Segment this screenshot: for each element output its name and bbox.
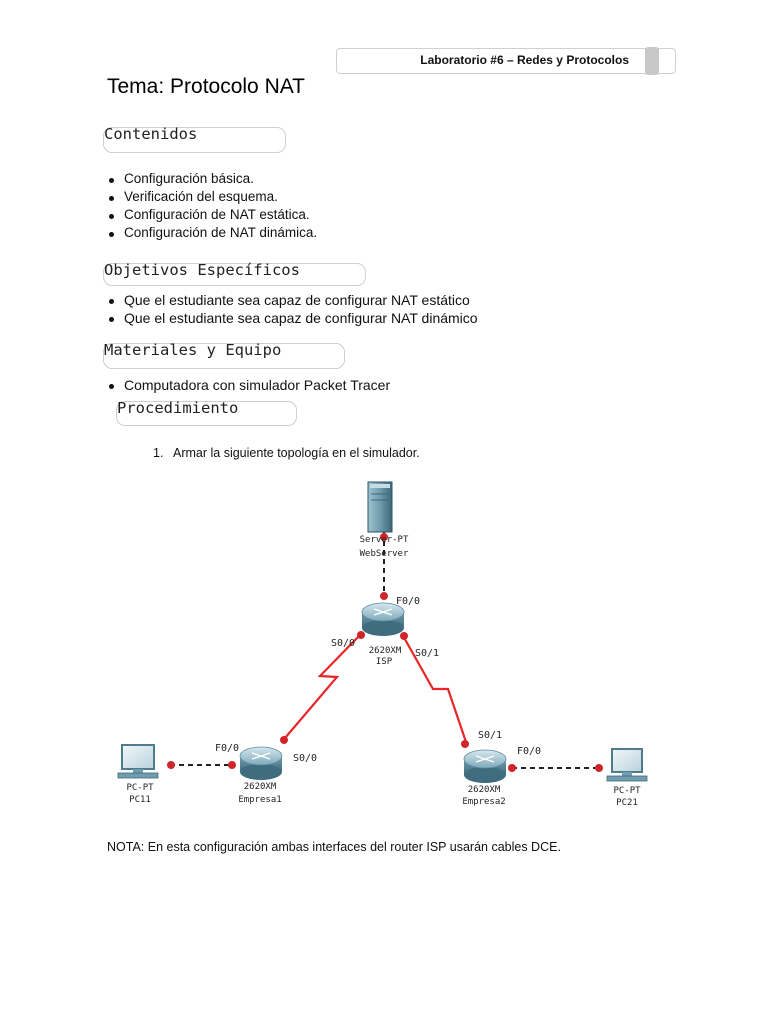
router-empresa2-icon[interactable] <box>464 750 506 783</box>
page-title: Tema: Protocolo NAT <box>107 75 306 98</box>
endpoint-dot <box>280 736 288 744</box>
section-heading: Objetivos Específicos <box>104 261 300 279</box>
pc11-name-label: PC11 <box>129 795 151 805</box>
endpoint-dot <box>461 740 469 748</box>
pc21-name-label: PC21 <box>616 798 638 808</box>
list-item: Verificación del esquema. <box>106 188 317 206</box>
endpoint-dot <box>357 631 365 639</box>
endpoint-dot <box>380 592 388 600</box>
isp-name-label: ISP <box>375 657 393 667</box>
network-topology-diagram <box>0 470 768 830</box>
port-label-e1-f00: F0/0 <box>215 743 240 754</box>
procedure-step <box>153 446 420 460</box>
endpoint-dot <box>228 761 236 769</box>
step-text: Armar la siguiente topología en el simulador. <box>173 446 420 460</box>
materiales-list <box>106 376 390 394</box>
list-item: Configuración básica. <box>106 170 317 188</box>
section-contenidos <box>103 127 286 153</box>
section-heading: Materiales y Equipo <box>104 341 282 359</box>
port-label-isp-s01: S0/1 <box>415 648 440 659</box>
port-label-isp-s00: S0/0 <box>331 638 356 649</box>
pc11-type-label: PC-PT <box>126 783 154 793</box>
section-materiales <box>103 343 345 369</box>
list-item: Que el estudiante sea capaz de configurar NAT dinámico <box>106 309 478 327</box>
list-item: Configuración de NAT estática. <box>106 206 317 224</box>
router-empresa1-icon[interactable] <box>240 747 282 780</box>
note-text: NOTA: En esta configuración ambas interfaces del router ISP usarán cables DCE. <box>107 840 561 854</box>
contenidos-list <box>106 170 317 242</box>
endpoint-dot <box>167 761 175 769</box>
port-label-e2-s01: S0/1 <box>478 730 503 741</box>
empresa1-name-label: Empresa1 <box>238 795 282 805</box>
pc11-icon[interactable] <box>118 745 158 778</box>
pc21-icon[interactable] <box>607 749 647 781</box>
port-label-e2-f00: F0/0 <box>517 746 542 757</box>
empresa1-model-label: 2620XM <box>243 782 277 792</box>
header-text: Laboratorio #6 – Redes y Protocolos <box>420 53 629 67</box>
section-objetivos <box>103 263 366 286</box>
list-item: Que el estudiante sea capaz de configurar NAT estático <box>106 291 478 309</box>
server-icon[interactable] <box>368 482 392 532</box>
port-label-isp-f00: F0/0 <box>396 596 421 607</box>
endpoint-dot <box>400 632 408 640</box>
document-header <box>336 48 676 74</box>
server-name-label: WebServer <box>359 549 409 559</box>
isp-model-label: 2620XM <box>368 646 402 656</box>
section-heading: Procedimiento <box>117 399 239 417</box>
link-isp-empresa1 <box>285 634 361 738</box>
empresa2-model-label: 2620XM <box>467 785 501 795</box>
port-label-e1-s00: S0/0 <box>293 753 318 764</box>
endpoint-dot <box>508 764 516 772</box>
objetivos-list <box>106 291 478 327</box>
endpoint-dot <box>595 764 603 772</box>
list-item: Computadora con simulador Packet Tracer <box>106 376 390 394</box>
pc21-type-label: PC-PT <box>613 786 641 796</box>
section-procedimiento <box>116 401 297 426</box>
section-heading: Contenidos <box>104 125 198 143</box>
server-type-label: Server-PT <box>359 535 409 545</box>
empresa2-name-label: Empresa2 <box>462 797 506 807</box>
header-tab <box>645 47 659 75</box>
router-isp-icon[interactable] <box>362 603 404 636</box>
list-item: Configuración de NAT dinámica. <box>106 224 317 242</box>
step-number: 1. <box>153 446 164 460</box>
